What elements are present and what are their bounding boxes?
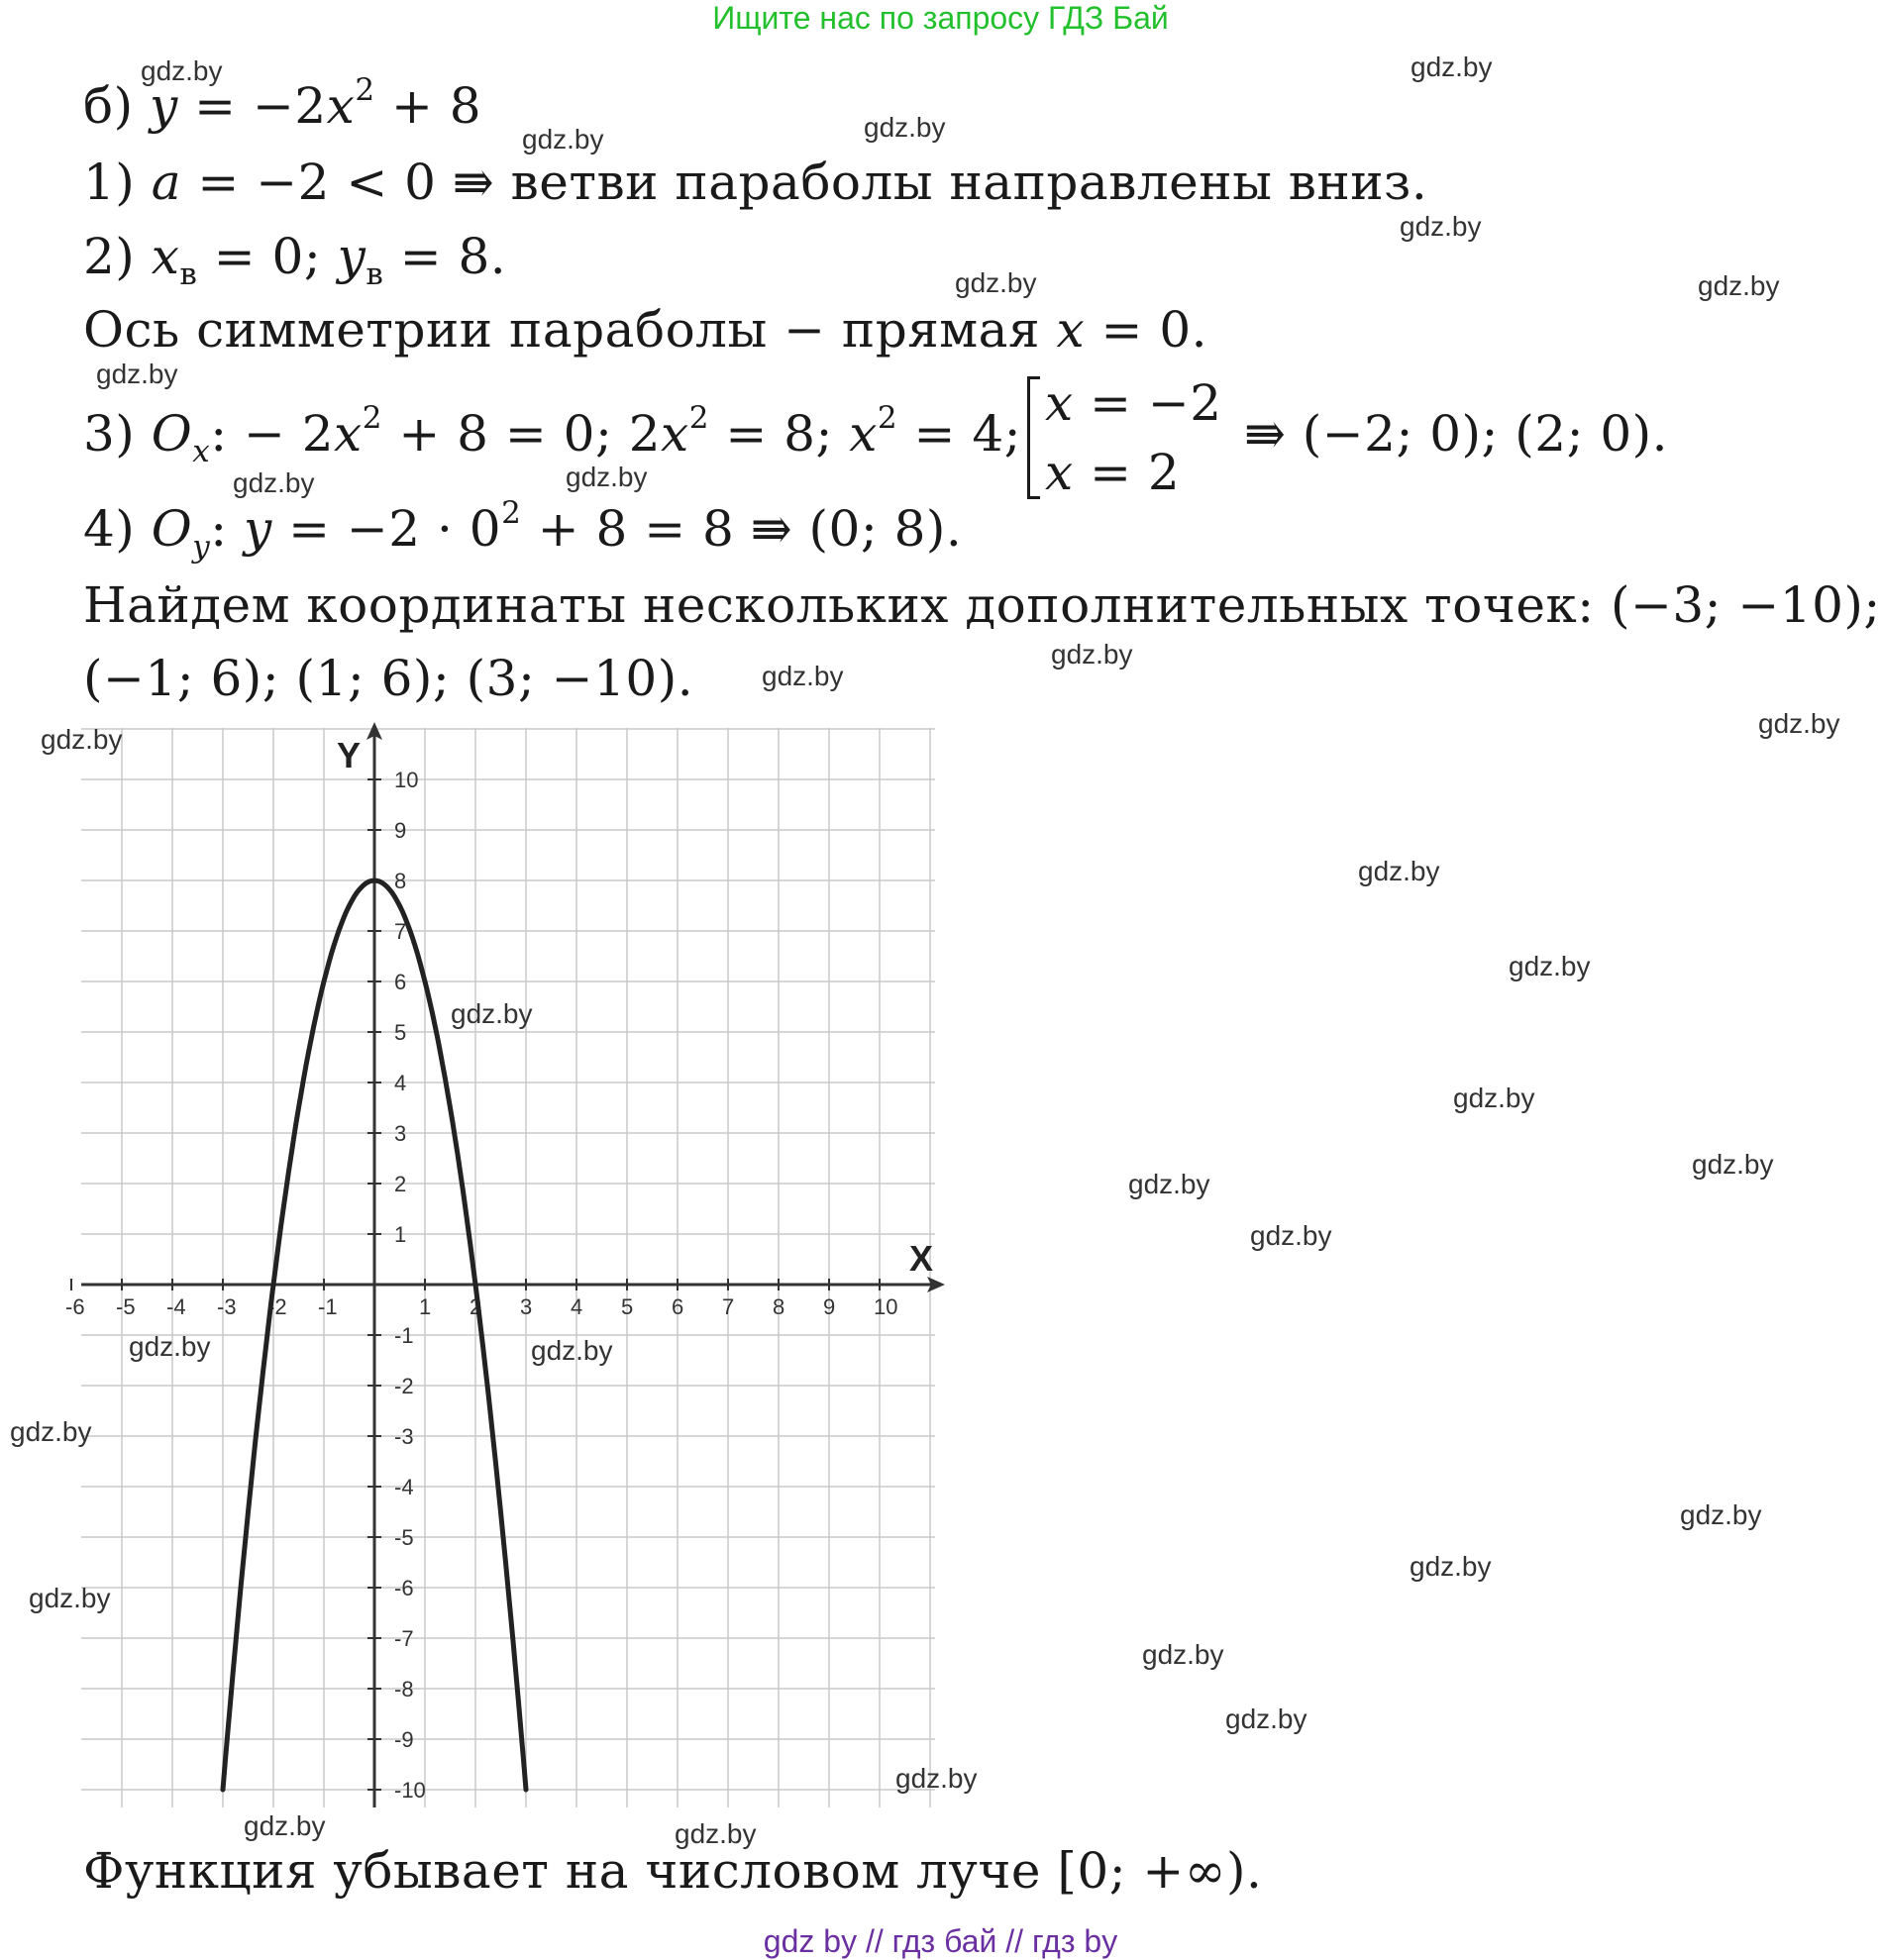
extra-points-line-2: (−1; 6); (1; 6); (3; −10).	[83, 650, 694, 707]
watermark: gdz.by	[1758, 708, 1840, 739]
x-tick-label: -3	[217, 1294, 237, 1319]
top-banner: Ищите нас по запросу ГДЗ Бай	[712, 0, 1169, 36]
watermark: gdz.by	[129, 1331, 211, 1362]
watermark: gdz.by	[895, 1763, 978, 1794]
x-tick-label: -2	[267, 1294, 287, 1319]
watermark: gdz.by	[762, 661, 844, 691]
y-tick-label: 5	[394, 1020, 407, 1045]
step-1-branches: 1) a = −2 < 0 ⇛ ветви параболы направлены вниз.	[83, 154, 1428, 211]
watermark: gdz.by	[1400, 211, 1482, 242]
x-tick-label: 4	[571, 1294, 583, 1319]
y-tick-label: 1	[394, 1222, 407, 1247]
x-tick-label: -1	[318, 1294, 338, 1319]
x-axis-label: X	[909, 1238, 934, 1279]
extra-points-line-1: Найдем координаты нескольких дополнительных точек: (−3; −10);	[83, 576, 1881, 634]
y-axis-label: Y	[337, 735, 362, 775]
y-tick-label: -5	[394, 1525, 414, 1550]
step-3-x-intercepts: 3) $O_x$: − $2x^2 + 8 = 0$; $2x^2 = 8$; $x^2 = 4$; x = −2 x = 2 ⇛ (−2; 0); (2; 0).	[83, 368, 1668, 507]
y-tick-label: -8	[394, 1677, 414, 1702]
part-b-equation: б) $y = -2x^2 + 8$	[83, 71, 482, 135]
x-tick-label: 6	[672, 1294, 684, 1319]
watermark: gdz.by	[10, 1416, 92, 1447]
x-tick-label: -5	[116, 1294, 136, 1319]
y-tick-label: 3	[394, 1121, 407, 1146]
parabola-chart	[59, 718, 951, 1817]
x-tick-label: -6	[65, 1294, 85, 1319]
x-tick-label: 5	[621, 1294, 634, 1319]
watermark: gdz.by	[96, 359, 178, 389]
y-tick-label: -7	[394, 1626, 414, 1651]
watermark: gdz.by	[1128, 1169, 1210, 1199]
conclusion: Функция убывает на числовом луче [0; +∞).	[83, 1842, 1263, 1900]
watermark: gdz.by	[233, 467, 315, 498]
y-tick-label: 2	[394, 1172, 407, 1196]
y-tick-label: -3	[394, 1424, 414, 1449]
system-bracket: x = −2 x = 2	[1027, 368, 1222, 507]
x-tick-label: 10	[874, 1294, 898, 1319]
watermark: gdz.by	[1692, 1149, 1774, 1180]
watermark: gdz.by	[864, 112, 946, 143]
x-tick-label: 9	[823, 1294, 836, 1319]
y-tick-label: 8	[394, 869, 407, 893]
x-tick-label: 2	[470, 1294, 482, 1319]
watermark: gdz.by	[1680, 1499, 1762, 1530]
y-tick-label: -4	[394, 1475, 414, 1499]
footer-links: gdz by // гдз бай // гдз by	[763, 1923, 1118, 1959]
watermark: gdz.by	[1250, 1220, 1332, 1251]
watermark: gdz.by	[1411, 52, 1493, 82]
watermark: gdz.by	[141, 55, 223, 86]
x-tick-label: 7	[722, 1294, 735, 1319]
watermark: gdz.by	[955, 267, 1037, 298]
watermark: gdz.by	[1358, 856, 1440, 886]
x-tick-label: 8	[773, 1294, 785, 1319]
x-tick-label: 3	[520, 1294, 533, 1319]
symmetry-axis: Ось симметрии параболы − прямая x = 0.	[83, 301, 1208, 359]
y-tick-label: 10	[394, 768, 419, 792]
watermark: gdz.by	[451, 998, 533, 1029]
watermark: gdz.by	[1453, 1083, 1535, 1113]
y-tick-label: -1	[394, 1323, 414, 1348]
watermark: gdz.by	[1410, 1551, 1492, 1582]
watermark: gdz.by	[522, 124, 604, 155]
y-tick-label: -6	[394, 1576, 414, 1600]
y-tick-label: 4	[394, 1071, 407, 1095]
watermark: gdz.by	[566, 462, 648, 492]
x-tick-label: 1	[419, 1294, 432, 1319]
y-tick-label: 7	[394, 919, 407, 944]
watermark: gdz.by	[1142, 1639, 1224, 1670]
y-tick-label: 6	[394, 970, 407, 994]
watermark: gdz.by	[244, 1810, 326, 1841]
y-tick-label: -10	[394, 1778, 426, 1803]
watermark: gdz.by	[675, 1818, 757, 1849]
y-tick-label: -2	[394, 1374, 414, 1398]
watermark: gdz.by	[1509, 951, 1591, 981]
y-tick-label: 9	[394, 818, 407, 843]
y-tick-label: -9	[394, 1727, 414, 1752]
x-tick-label: -4	[166, 1294, 186, 1319]
watermark: gdz.by	[1698, 270, 1780, 301]
step-4-y-intercept: 4) $O_y$: $y = -2 \cdot 0^2 + 8 = 8$ ⇛ (0; 8).	[83, 494, 963, 565]
watermark: gdz.by	[29, 1583, 111, 1613]
watermark: gdz.by	[531, 1335, 613, 1366]
watermark: gdz.by	[41, 724, 123, 755]
step-2-vertex: 2) $x_в = 0$; $y_в = 8$.	[83, 228, 507, 292]
watermark: gdz.by	[1051, 639, 1133, 670]
watermark: gdz.by	[1225, 1703, 1307, 1734]
